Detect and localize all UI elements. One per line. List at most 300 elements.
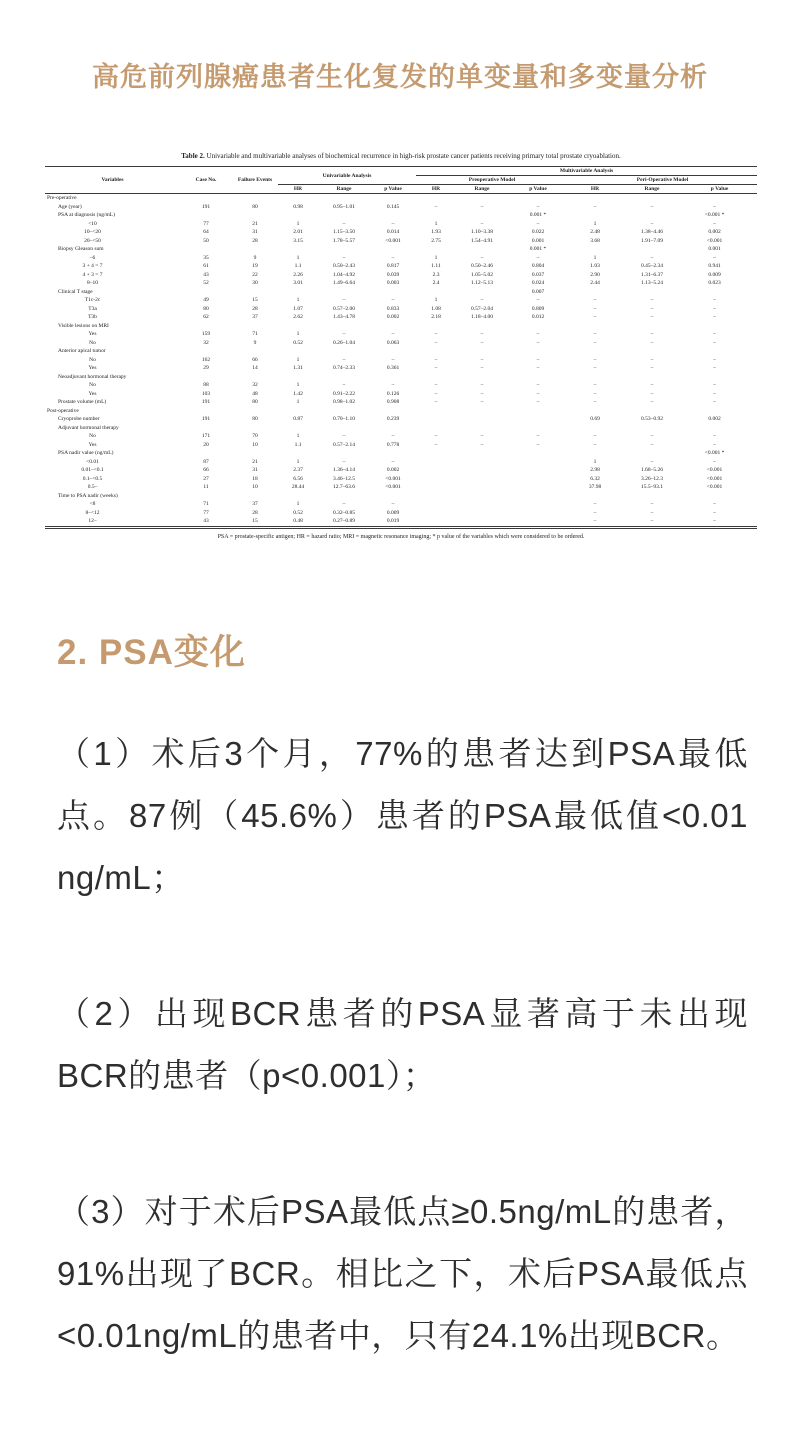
row-cell: 1.54–4.91 xyxy=(471,237,493,244)
row-cell: – xyxy=(713,254,716,261)
row-cell xyxy=(456,492,508,501)
row-cell: 22 xyxy=(252,271,258,278)
row-cell: 52 xyxy=(203,280,209,286)
row-label: No xyxy=(89,433,96,439)
row-cell: – xyxy=(650,339,654,346)
row-cell: 1.15–3.50 xyxy=(333,229,355,235)
row-cell: – xyxy=(593,314,597,320)
row-cell: – xyxy=(480,382,484,388)
row-cell xyxy=(318,424,370,433)
row-cell: 0.009 xyxy=(708,271,721,278)
row-label: Visible lesions on MRI xyxy=(58,322,109,329)
row-cell xyxy=(232,288,278,297)
table-row xyxy=(45,262,757,271)
table-caption xyxy=(45,152,757,161)
row-cell: – xyxy=(434,203,438,210)
row-cell: 1 xyxy=(296,220,300,227)
row-cell: 15 xyxy=(252,518,258,524)
row-cell: 1 xyxy=(296,297,300,303)
row-label: Biopsy Gleason sum xyxy=(58,246,104,252)
row-cell: 62 xyxy=(203,314,209,320)
row-cell: 0.50–2.46 xyxy=(471,263,493,269)
table-row xyxy=(45,381,757,390)
table-row xyxy=(45,509,757,518)
row-cell: 1.1 xyxy=(294,441,302,448)
row-cell: 0.009 xyxy=(386,509,400,516)
table-row xyxy=(45,415,757,424)
row-cell: – xyxy=(713,339,716,346)
row-label: Pre-operative xyxy=(47,195,77,201)
row-cell xyxy=(622,194,682,203)
row-label: 0.1–<0.5 xyxy=(82,475,103,482)
col-range: Range xyxy=(622,185,682,194)
row-cell: 30 xyxy=(252,280,258,286)
table-header xyxy=(45,167,757,194)
row-cell: – xyxy=(434,399,438,405)
row-cell: – xyxy=(480,441,484,448)
row-cell xyxy=(622,449,682,458)
row-cell: – xyxy=(391,433,395,439)
row-cell: 0.126 xyxy=(386,390,400,397)
row-cell: 6.32 xyxy=(590,475,600,482)
section-heading: 2. PSA变化 xyxy=(57,632,246,672)
row-cell xyxy=(682,194,757,203)
row-cell xyxy=(416,322,456,331)
row-cell: 80 xyxy=(252,416,258,422)
row-cell: – xyxy=(593,399,597,405)
row-cell: 9 xyxy=(253,254,257,261)
col-p-value: p Value xyxy=(370,185,416,194)
row-cell: 32 xyxy=(252,382,258,388)
row-cell: – xyxy=(391,382,395,388)
row-cell xyxy=(456,475,508,484)
row-cell xyxy=(370,424,416,433)
row-cell xyxy=(568,407,622,416)
row-cell: – xyxy=(342,220,346,227)
row-cell: – xyxy=(480,365,484,371)
row-cell: – xyxy=(593,356,597,363)
row-cell xyxy=(278,211,318,220)
row-cell: – xyxy=(650,441,654,448)
row-cell: – xyxy=(536,433,540,439)
table-row xyxy=(45,245,757,254)
row-cell: 15.5–93.1 xyxy=(641,484,663,490)
row-cell: 191 xyxy=(201,203,211,210)
row-cell: 70 xyxy=(252,433,258,439)
row-cell: – xyxy=(713,501,716,507)
row-cell: – xyxy=(650,518,654,524)
row-cell xyxy=(508,475,568,484)
row-cell xyxy=(682,407,757,416)
row-cell: – xyxy=(434,390,438,397)
row-cell: – xyxy=(713,220,716,227)
row-cell: 1 xyxy=(296,433,300,439)
row-cell xyxy=(508,449,568,458)
table-row xyxy=(45,517,757,527)
row-cell: <0.001 xyxy=(706,475,723,482)
row-cell: 1.05–5.02 xyxy=(471,271,493,278)
col-case-no: Case No. xyxy=(180,167,232,194)
row-cell: 0.48 xyxy=(293,518,303,524)
row-cell xyxy=(456,347,508,356)
row-cell: 2.44 xyxy=(590,280,600,286)
row-cell xyxy=(416,458,456,467)
row-cell: 28.44 xyxy=(291,484,305,490)
col-failure-events: Failure Events xyxy=(232,167,278,194)
table-row xyxy=(45,322,757,331)
row-cell: 0.023 xyxy=(708,280,721,286)
col-range: Range xyxy=(456,185,508,194)
row-cell xyxy=(370,194,416,203)
row-cell: 0.53–0.92 xyxy=(641,416,663,422)
row-cell xyxy=(508,347,568,356)
row-cell xyxy=(682,347,757,356)
row-cell: 15 xyxy=(252,297,258,303)
row-cell xyxy=(370,492,416,501)
row-cell: 1 xyxy=(593,458,597,465)
row-cell: – xyxy=(593,441,597,448)
row-cell xyxy=(370,288,416,297)
row-cell: 31 xyxy=(252,229,258,235)
row-cell xyxy=(416,424,456,433)
row-cell xyxy=(456,322,508,331)
row-label: Yes xyxy=(88,331,97,337)
row-label: 20–<50 xyxy=(84,237,101,244)
row-cell xyxy=(568,424,622,433)
row-cell: 2.01 xyxy=(293,229,303,235)
row-cell xyxy=(278,347,318,356)
row-cell xyxy=(180,194,232,203)
row-cell: 0.024 xyxy=(531,280,545,286)
row-cell: – xyxy=(650,501,654,507)
row-cell: 43 xyxy=(203,271,209,278)
table-row xyxy=(45,373,757,382)
row-cell: 0.014 xyxy=(386,229,400,235)
row-cell: – xyxy=(650,203,654,210)
row-cell xyxy=(180,288,232,297)
row-cell xyxy=(568,449,622,458)
row-cell: 191 xyxy=(201,399,211,405)
row-cell xyxy=(180,347,232,356)
row-cell: 0.001 xyxy=(708,246,721,252)
row-cell: – xyxy=(593,382,597,388)
row-cell: – xyxy=(391,254,395,261)
row-cell xyxy=(318,449,370,458)
row-cell: 28 xyxy=(252,509,258,516)
row-label: Post-operative xyxy=(47,407,79,414)
row-cell xyxy=(456,194,508,203)
col-hr: HR xyxy=(416,185,456,194)
row-cell: 2.3 xyxy=(432,271,440,278)
row-cell: 1 xyxy=(296,501,300,507)
row-cell: 0.45–2.34 xyxy=(641,263,663,269)
row-cell: – xyxy=(536,254,540,261)
row-label: <0.01 xyxy=(86,458,99,465)
row-cell xyxy=(456,483,508,492)
row-label: 10–<20 xyxy=(84,229,101,235)
row-cell: 1.10–3.38 xyxy=(471,229,493,235)
table-row xyxy=(45,228,757,237)
table-row xyxy=(45,441,757,450)
row-cell: – xyxy=(713,305,716,312)
row-cell xyxy=(508,492,568,501)
row-label: 8–<12 xyxy=(85,509,100,516)
row-cell: – xyxy=(713,314,716,320)
row-cell: – xyxy=(713,331,716,337)
row-cell: – xyxy=(650,356,654,363)
row-cell: – xyxy=(536,297,540,303)
row-cell: – xyxy=(593,365,597,371)
row-cell: 88 xyxy=(203,382,209,388)
row-cell: 77 xyxy=(203,220,209,227)
row-cell: <0.001 xyxy=(385,475,401,482)
row-cell xyxy=(456,424,508,433)
row-cell xyxy=(180,211,232,220)
row-cell xyxy=(232,194,278,203)
row-cell: – xyxy=(536,220,540,227)
row-cell: 1.36–4.14 xyxy=(333,467,355,473)
row-cell: – xyxy=(713,518,716,524)
row-cell: – xyxy=(342,297,346,303)
row-cell xyxy=(568,211,622,220)
row-cell: 71 xyxy=(203,501,209,507)
row-cell: 11 xyxy=(203,484,209,490)
row-cell xyxy=(416,373,456,382)
row-cell: 2.4 xyxy=(432,280,440,286)
row-cell xyxy=(416,500,456,509)
row-cell: 2.98 xyxy=(590,467,600,473)
row-label: T3b xyxy=(88,314,97,320)
row-cell: – xyxy=(342,356,346,363)
row-label: Neoadjuvant hormonal therapy xyxy=(58,373,127,380)
row-cell xyxy=(508,194,568,203)
table-row xyxy=(45,449,757,458)
table-row xyxy=(45,390,757,399)
table-row xyxy=(45,288,757,297)
table-caption-label: Table 2. xyxy=(181,152,205,160)
row-cell: 171 xyxy=(201,433,211,439)
row-cell xyxy=(508,458,568,467)
row-cell xyxy=(682,492,757,501)
row-cell: 2.37 xyxy=(293,467,303,473)
row-cell: 71 xyxy=(252,331,258,337)
row-cell: 0.002 xyxy=(386,467,400,473)
row-cell: 29 xyxy=(203,365,209,371)
row-cell xyxy=(232,245,278,254)
row-cell xyxy=(682,424,757,433)
row-cell: 1 xyxy=(434,297,438,303)
row-cell: – xyxy=(391,501,395,507)
row-cell: 0.50–2.43 xyxy=(333,263,355,269)
row-cell: – xyxy=(536,441,540,448)
table-row xyxy=(45,254,757,263)
row-cell xyxy=(568,245,622,254)
row-cell xyxy=(508,424,568,433)
row-cell xyxy=(568,347,622,356)
row-cell xyxy=(568,492,622,501)
row-cell xyxy=(508,509,568,518)
row-cell: – xyxy=(650,297,654,303)
row-cell xyxy=(622,245,682,254)
row-cell xyxy=(278,407,318,416)
row-cell xyxy=(232,347,278,356)
row-cell: 1 xyxy=(296,382,300,388)
row-cell: <0.001 xyxy=(385,237,401,244)
row-cell: 43 xyxy=(203,518,209,524)
row-cell xyxy=(416,449,456,458)
row-cell: – xyxy=(391,331,395,337)
paper-table-figure xyxy=(45,152,757,541)
row-cell xyxy=(278,424,318,433)
row-label: <8 xyxy=(89,501,96,507)
row-cell: – xyxy=(650,458,654,465)
table-row xyxy=(45,364,757,373)
col-range: Range xyxy=(318,185,370,194)
table-row xyxy=(45,492,757,501)
row-cell: – xyxy=(342,501,346,507)
row-cell: – xyxy=(434,339,438,346)
table-row xyxy=(45,356,757,365)
row-cell: 32 xyxy=(203,339,209,346)
row-cell: 28 xyxy=(252,305,258,312)
row-cell: 3.68 xyxy=(590,237,600,244)
table-row xyxy=(45,211,757,220)
row-cell: – xyxy=(650,365,654,371)
row-cell: – xyxy=(342,382,346,388)
row-cell xyxy=(622,424,682,433)
row-cell: – xyxy=(480,297,484,303)
row-cell: – xyxy=(434,441,438,448)
row-cell: 0.52 xyxy=(293,509,303,516)
row-cell xyxy=(456,245,508,254)
row-cell: – xyxy=(536,399,540,405)
row-cell xyxy=(622,288,682,297)
row-cell xyxy=(622,492,682,501)
row-cell xyxy=(180,407,232,416)
row-cell: 1 xyxy=(593,220,597,227)
row-cell: 0.019 xyxy=(386,518,400,524)
table-row xyxy=(45,458,757,467)
row-cell: 0.27–0.89 xyxy=(333,518,355,524)
row-cell: 0.001 xyxy=(531,237,545,244)
row-label: –6 xyxy=(89,254,96,261)
row-cell: – xyxy=(713,382,716,388)
table-row xyxy=(45,296,757,305)
row-label: 12– xyxy=(88,518,97,524)
row-cell xyxy=(456,449,508,458)
col-p-value: p Value xyxy=(508,185,568,194)
row-cell: 1 xyxy=(296,356,300,363)
table-row xyxy=(45,339,757,348)
row-cell: 80 xyxy=(252,399,258,405)
table-row xyxy=(45,424,757,433)
row-cell: 159 xyxy=(201,331,211,337)
row-cell xyxy=(370,211,416,220)
row-label: Age (year) xyxy=(58,203,82,210)
row-cell: – xyxy=(434,356,438,363)
row-cell: – xyxy=(342,433,346,439)
row-cell xyxy=(370,347,416,356)
row-cell: – xyxy=(713,390,716,397)
row-cell: 0.98–1.02 xyxy=(333,399,355,405)
row-cell: 0.012 xyxy=(531,314,545,320)
row-cell xyxy=(318,492,370,501)
row-cell: 0.52 xyxy=(293,339,303,346)
row-cell: 0.361 xyxy=(386,365,400,371)
row-cell: 77 xyxy=(203,509,209,516)
row-cell: 9 xyxy=(253,339,257,346)
row-cell: – xyxy=(593,331,597,337)
row-cell: 3.01 xyxy=(293,280,303,286)
row-cell: 2.90 xyxy=(590,271,600,278)
row-cell: 1 xyxy=(296,458,300,465)
row-cell xyxy=(180,492,232,501)
table-row xyxy=(45,194,757,203)
row-cell: 80 xyxy=(203,305,209,312)
row-cell: – xyxy=(480,399,484,405)
row-cell: 1.07 xyxy=(293,305,303,312)
group-multivariable: Multivariable Analysis xyxy=(416,167,757,176)
row-label: Yes xyxy=(88,365,97,371)
row-cell: 0.002 xyxy=(708,229,721,235)
row-cell: – xyxy=(593,501,597,507)
row-label: 0.5– xyxy=(87,484,98,490)
row-cell: 0.145 xyxy=(386,203,400,210)
row-cell: 0.74–2.33 xyxy=(333,365,355,371)
row-cell: 0.91–2.22 xyxy=(333,390,355,397)
row-cell: 1.03 xyxy=(590,263,600,269)
row-cell: 2.48 xyxy=(590,229,600,235)
row-cell xyxy=(682,373,757,382)
row-cell: 80 xyxy=(252,203,258,210)
row-label: T3a xyxy=(88,305,97,312)
row-cell: 66 xyxy=(252,356,258,363)
row-cell: 1.38–4.46 xyxy=(641,229,663,235)
row-label: PSA at diagnosis (ng/mL) xyxy=(58,212,115,218)
row-cell: 1.68–5.26 xyxy=(641,467,663,473)
row-label: T1c-2c xyxy=(84,297,101,303)
row-cell: – xyxy=(713,433,716,439)
row-cell xyxy=(318,347,370,356)
group-univariable: Univariable Analysis xyxy=(278,167,416,185)
row-label: 3 + 4 = 7 xyxy=(82,263,103,269)
row-cell: 1.11 xyxy=(431,263,441,269)
table-row xyxy=(45,500,757,509)
row-cell xyxy=(508,373,568,382)
row-cell: – xyxy=(342,458,346,465)
row-cell: <0.001 * xyxy=(704,450,725,456)
row-cell: 10 xyxy=(252,441,258,448)
row-cell: 0.26–1.04 xyxy=(333,339,355,346)
row-cell xyxy=(180,245,232,254)
row-cell: 48 xyxy=(252,390,258,397)
row-cell: – xyxy=(650,399,654,405)
row-cell: 0.98 xyxy=(293,203,303,210)
row-cell xyxy=(622,373,682,382)
row-cell xyxy=(456,211,508,220)
row-cell: 1.12–5.13 xyxy=(471,280,493,286)
row-cell: – xyxy=(650,390,654,397)
row-label: Time to PSA nadir (weeks) xyxy=(58,492,118,499)
row-cell: 3.26–12.3 xyxy=(641,475,663,482)
row-cell xyxy=(232,373,278,382)
row-cell xyxy=(318,407,370,416)
row-cell: – xyxy=(713,297,716,303)
row-cell: – xyxy=(434,433,438,439)
row-cell: – xyxy=(391,297,395,303)
row-cell xyxy=(456,517,508,527)
row-cell xyxy=(416,407,456,416)
